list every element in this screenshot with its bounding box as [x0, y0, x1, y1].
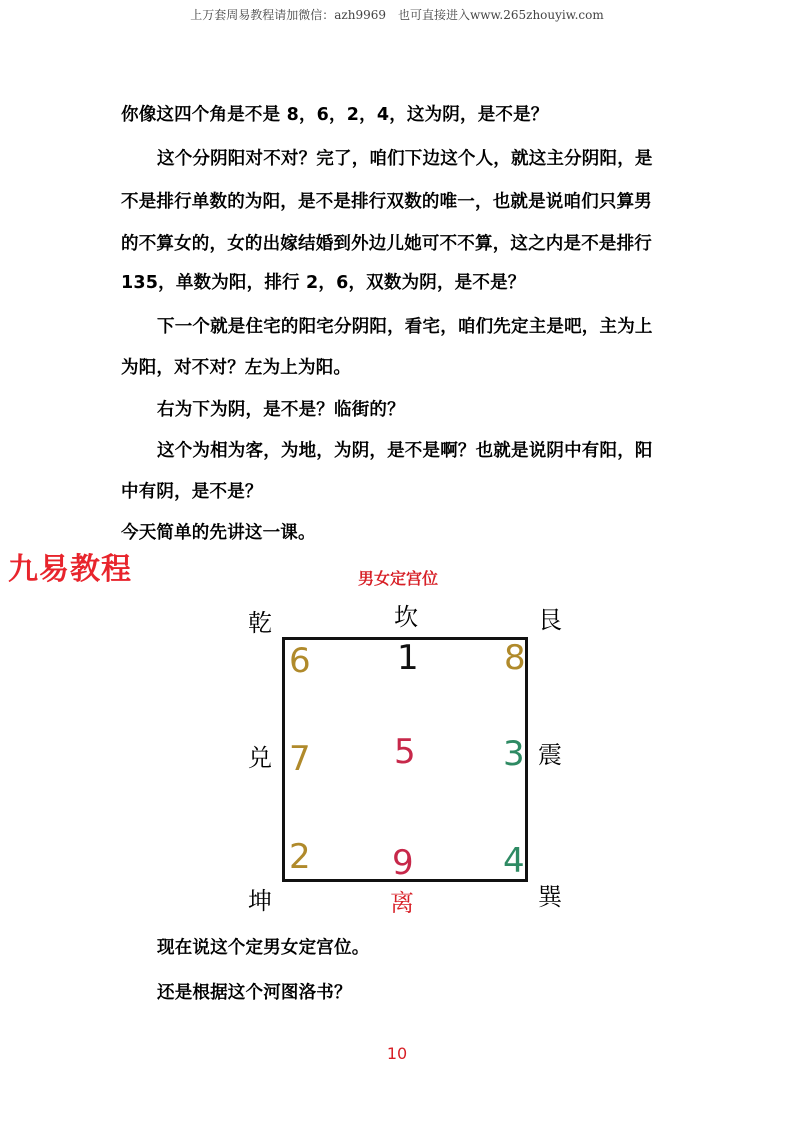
- paragraph-line-7: 为阳，对不对？左为上为阳。: [121, 358, 352, 378]
- trigram-li: 离: [390, 889, 414, 917]
- trigram-kan: 坎: [394, 603, 418, 631]
- paragraph-line-9: 这个为相为客，为地，为阴，是不是啊？也就是说阴中有阳，阳: [157, 441, 653, 461]
- header-banner: 上万套周易教程请加微信：azh9969 也可直接进入www.265zhouyiw.com: [190, 8, 604, 22]
- paragraph-line-11: 今天简单的先讲这一课。: [121, 523, 316, 543]
- diagram-title: 男女定宫位: [357, 569, 438, 588]
- grid-number-top-center: 1: [397, 638, 419, 678]
- paragraph-line-1: 你像这四个角是不是 8，6，2，4，这为阴，是不是？: [121, 105, 549, 125]
- grid-number-middle-right: 3: [503, 734, 525, 774]
- grid-number-bottom-center: 9: [392, 843, 414, 883]
- trigram-dui: 兑: [248, 744, 272, 772]
- grid-number-top-right: 8: [504, 638, 526, 678]
- paragraph-line-6: 下一个就是住宅的阳宅分阴阳，看宅，咱们先定主是吧，主为上: [157, 317, 653, 337]
- grid-number-middle-left: 7: [289, 739, 311, 779]
- paragraph-line-3: 不是排行单数的为阳，是不是排行双数的唯一，也就是说咱们只算男: [121, 192, 652, 212]
- page-number: 10: [386, 1044, 408, 1063]
- closing-line-2: 还是根据这个河图洛书？: [157, 983, 352, 1003]
- grid-number-bottom-left: 2: [289, 837, 311, 877]
- closing-line-1: 现在说这个定男女定宫位。: [157, 938, 370, 958]
- paragraph-line-5: 135，单数为阳，排行 2，6，双数为阴，是不是？: [121, 273, 526, 293]
- trigram-kun: 坤: [248, 887, 272, 915]
- trigram-xun: 巽: [538, 883, 562, 911]
- grid-number-top-left: 6: [289, 641, 311, 681]
- paragraph-line-2: 这个分阴阳对不对？完了，咱们下边这个人，就这主分阴阳，是: [157, 149, 653, 169]
- trigram-zhen: 震: [538, 741, 562, 769]
- paragraph-line-4: 的不算女的，女的出嫁结婚到外边儿她可不不算，这之内是不是排行: [121, 234, 652, 254]
- paragraph-line-10: 中有阴，是不是？: [121, 482, 263, 502]
- trigram-qian: 乾: [248, 609, 272, 637]
- grid-number-bottom-right: 4: [503, 841, 525, 881]
- paragraph-line-8: 右为下为阴，是不是？临街的？: [157, 400, 405, 420]
- grid-number-center: 5: [394, 732, 416, 772]
- watermark-logo: 九易教程: [8, 552, 132, 587]
- trigram-gen: 艮: [538, 606, 562, 634]
